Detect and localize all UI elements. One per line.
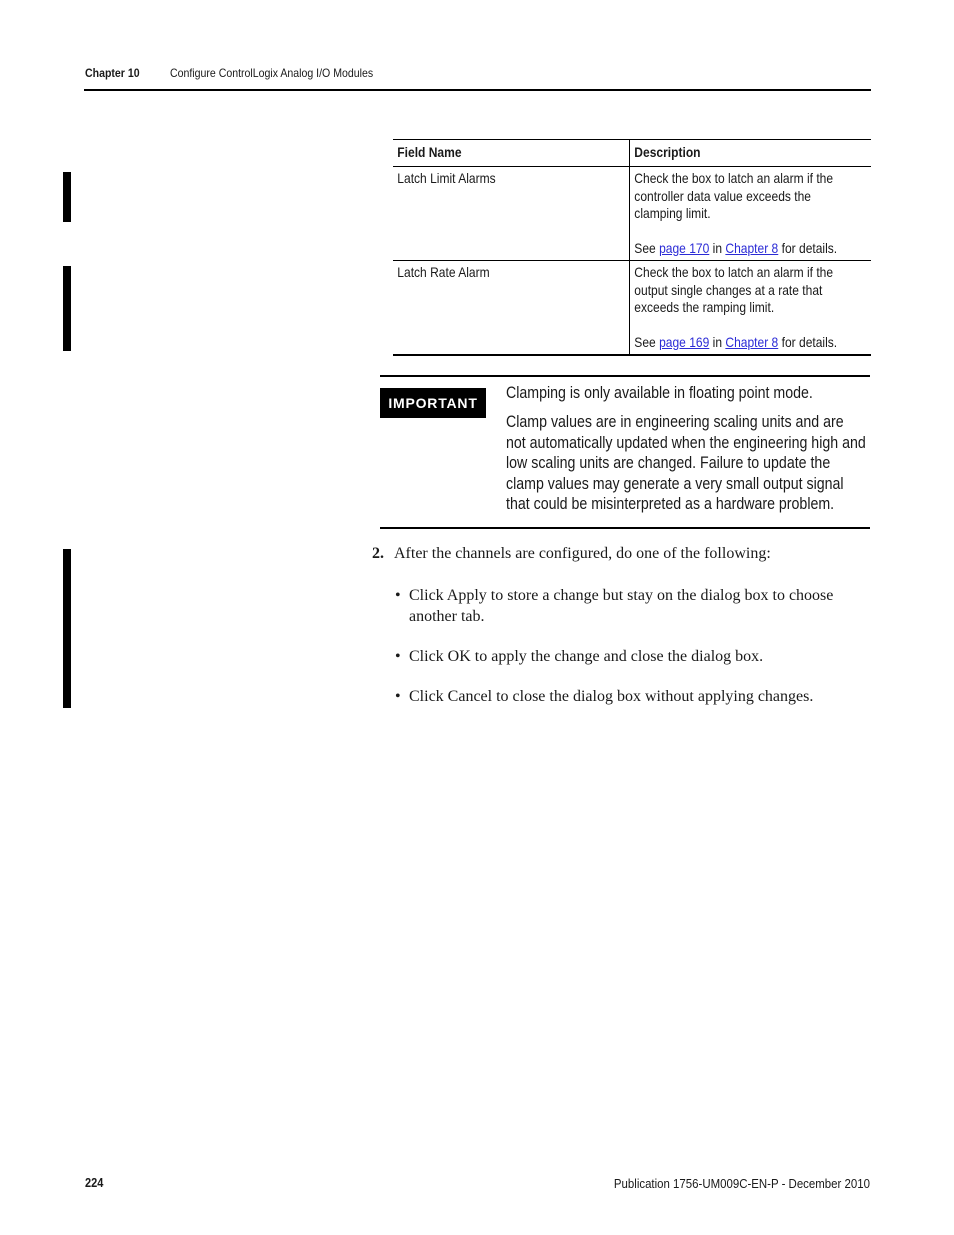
change-bar xyxy=(63,172,71,222)
description-line: output single changes at a rate that xyxy=(634,281,823,298)
list-item-text: Click Apply to store a change but stay on the dialog box to choose another tab. xyxy=(409,587,834,625)
important-rule-bottom xyxy=(380,527,870,529)
chapter-label: Chapter 10 xyxy=(85,66,140,80)
description-line: Check the box to latch an alarm if the xyxy=(634,264,834,280)
page-link[interactable]: page 169 xyxy=(659,333,710,350)
list-item-text: Click OK to apply the change and close the dialog box. xyxy=(409,648,764,665)
publication-info: Publication 1756-UM009C-EN-P - December 2010 xyxy=(613,1176,870,1191)
step-item xyxy=(372,545,771,563)
table-header-description: Description xyxy=(630,140,871,167)
see-reference: See page 169 in Chapter 8 for details. xyxy=(634,333,838,350)
change-bar xyxy=(63,266,71,351)
chapter-link[interactable]: Chapter 8 xyxy=(725,239,779,256)
important-paragraph: Clamp values are in engineering scaling units and are not automatically updated when the engineering high and low scaling units are changed. Failure to update the clamp values may generate a very small output signal that could be misinterpreted as a hardware problem. xyxy=(506,413,866,514)
field-name-cell: Latch Limit Alarms xyxy=(393,167,630,261)
important-text xyxy=(506,383,867,514)
page-number: 224 xyxy=(85,1176,104,1190)
table-header-field-name: Field Name xyxy=(393,140,630,167)
list-item xyxy=(395,586,865,627)
description-line: controller data value exceeds the xyxy=(634,187,812,204)
description-line: exceeds the ramping limit. xyxy=(634,299,775,315)
table-row xyxy=(393,261,871,355)
description-cell xyxy=(630,261,871,355)
important-rule-top xyxy=(380,375,870,377)
description-line: clamping limit. xyxy=(634,205,711,221)
step-text: After the channels are configured, do one of the following: xyxy=(394,545,771,562)
description-line: Check the box to latch an alarm if the xyxy=(634,170,834,186)
see-reference: See page 170 in Chapter 8 for details. xyxy=(634,239,838,256)
list-item xyxy=(395,647,865,668)
bullet-icon: • xyxy=(395,587,401,604)
bullet-icon: • xyxy=(395,648,401,665)
change-bar xyxy=(63,549,71,708)
important-badge: IMPORTANT xyxy=(380,388,486,418)
list-item-text: Click Cancel to close the dialog box without applying changes. xyxy=(409,688,814,705)
field-description-table xyxy=(393,139,871,356)
description-cell xyxy=(630,167,871,261)
page-link[interactable]: page 170 xyxy=(659,239,710,256)
chapter-link[interactable]: Chapter 8 xyxy=(725,333,779,350)
table-row xyxy=(393,167,871,261)
header-rule xyxy=(84,89,871,91)
step-number: 2. xyxy=(372,545,384,562)
bullet-icon: • xyxy=(395,688,401,705)
list-item xyxy=(395,687,865,708)
important-paragraph: Clamping is only available in floating point mode. xyxy=(506,384,813,402)
field-name-cell: Latch Rate Alarm xyxy=(393,261,630,355)
chapter-title: Configure ControlLogix Analog I/O Modules xyxy=(170,66,374,80)
